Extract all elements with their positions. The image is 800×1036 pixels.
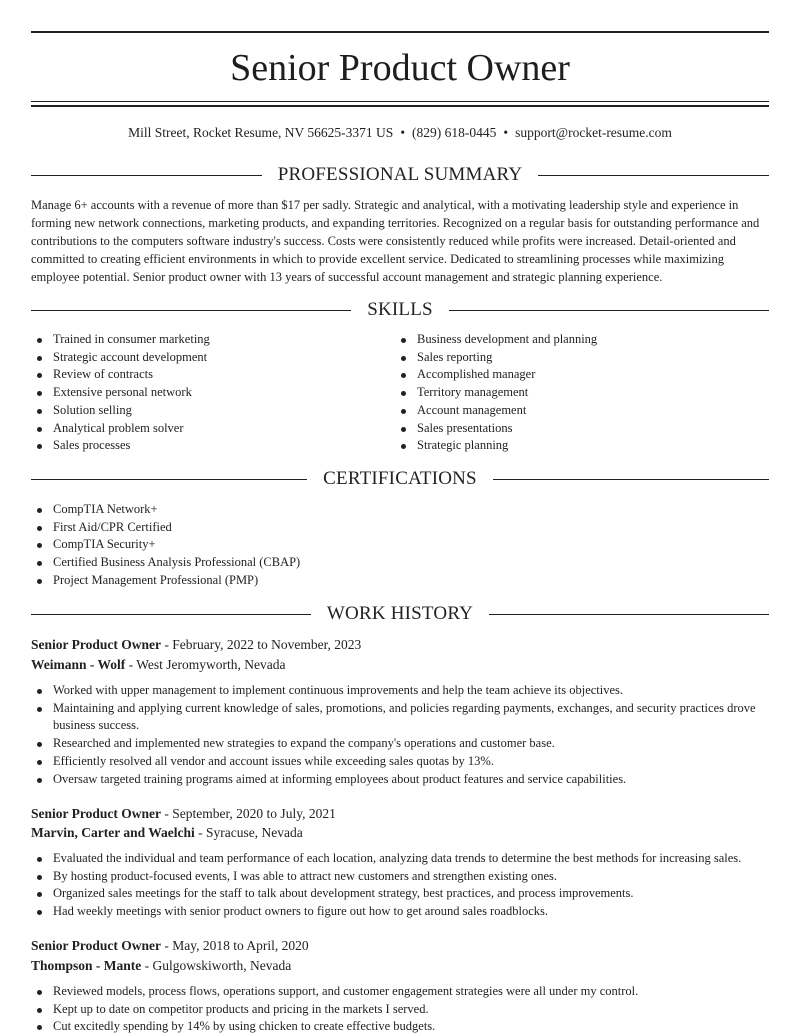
list-item: Organized sales meetings for the staff to talk about development strategy, best practices, and process improvements. bbox=[31, 885, 769, 903]
skills-heading-label: SKILLS bbox=[351, 299, 449, 320]
job-company: Marvin, Carter and Waelchi bbox=[31, 825, 195, 840]
list-item: Trained in consumer marketing bbox=[31, 331, 391, 349]
job-location: - West Jeromyworth, Nevada bbox=[125, 657, 286, 672]
certifications-heading bbox=[31, 467, 769, 491]
contact-separator: • bbox=[503, 125, 509, 140]
summary-text: Manage 6+ accounts with a revenue of more than $17 per sadly. Strategic and analytical, with a motivating leadership style and experience in forming new network connections, marketing products, and expanding territories. Recognized on a regular basis for outstanding performance and contributions to the computers software industry's success. Costs were consistently reduced while profits were increased. Detail-oriented and committed to creating efficient environments in which to provide excellent service. Dedicated to streamlining processes while maximizing employee potential. Senior product owner with 13 years of successful account management and strategic planning experience. bbox=[31, 198, 760, 284]
list-item: Accomplished manager bbox=[395, 366, 769, 384]
contact-phone: (829) 618-0445 bbox=[412, 125, 497, 140]
list-item: Worked with upper management to implement continuous improvements and help the team achieve its objectives. bbox=[31, 682, 769, 700]
certifications-list bbox=[31, 501, 769, 590]
list-item: Account management bbox=[395, 402, 769, 420]
job-company-line bbox=[31, 823, 769, 843]
list-item: Project Management Professional (PMP) bbox=[31, 572, 769, 590]
list-item: Kept up to date on competitor products and pricing in the markets I served. bbox=[31, 1001, 769, 1019]
job-bullets bbox=[31, 850, 769, 921]
list-item: Sales presentations bbox=[395, 420, 769, 438]
list-item: Efficiently resolved all vendor and account issues while exceeding sales quotas by 13%. bbox=[31, 753, 769, 771]
job-company: Thompson - Mante bbox=[31, 958, 142, 973]
list-item: Sales processes bbox=[31, 437, 391, 455]
job-title: Senior Product Owner bbox=[31, 637, 161, 652]
contact-address: Mill Street, Rocket Resume, NV 56625-3371 US bbox=[128, 125, 394, 140]
list-item: Solution selling bbox=[31, 402, 391, 420]
skills-list-left bbox=[31, 331, 391, 455]
contact-separator: • bbox=[400, 125, 406, 140]
list-item: Business development and planning bbox=[395, 331, 769, 349]
title-rule-thick bbox=[31, 105, 769, 107]
list-item: Oversaw targeted training programs aimed at informing employees about product features and service capabilities. bbox=[31, 771, 769, 789]
job-company-line bbox=[31, 956, 769, 976]
list-item: Extensive personal network bbox=[31, 384, 391, 402]
list-item: Researched and implemented new strategies to expand the company's operations and customer base. bbox=[31, 735, 769, 753]
list-item: First Aid/CPR Certified bbox=[31, 519, 769, 537]
job-bullets bbox=[31, 682, 769, 788]
list-item: Cut excitedly spending by 14% by using chicken to create effective budgets. bbox=[31, 1018, 769, 1036]
contact-email[interactable]: support@rocket-resume.com bbox=[515, 125, 672, 140]
job-dates: - September, 2020 to July, 2021 bbox=[161, 806, 336, 821]
list-item: CompTIA Security+ bbox=[31, 536, 769, 554]
job-company-line bbox=[31, 655, 769, 675]
job-title-line bbox=[31, 804, 769, 824]
list-item: Review of contracts bbox=[31, 366, 391, 384]
list-item: Analytical problem solver bbox=[31, 420, 391, 438]
list-item: Maintaining and applying current knowledge of sales, promotions, and policies regarding payments, exchanges, and security practices drove business success. bbox=[31, 700, 769, 735]
list-item: By hosting product-focused events, I was able to attract new customers and strengthen existing ones. bbox=[31, 868, 769, 886]
summary-heading-label: PROFESSIONAL SUMMARY bbox=[262, 164, 539, 185]
work-history-heading bbox=[31, 602, 769, 626]
list-item: Strategic account development bbox=[31, 349, 391, 367]
job-location: - Gulgowskiworth, Nevada bbox=[141, 958, 292, 973]
job-title-line bbox=[31, 936, 769, 956]
skills-heading bbox=[31, 298, 769, 322]
job-dates: - February, 2022 to November, 2023 bbox=[161, 637, 362, 652]
skills-list-right bbox=[395, 331, 769, 455]
list-item: Territory management bbox=[395, 384, 769, 402]
list-item: Reviewed models, process flows, operations support, and customer engagement strategies were all under my control. bbox=[31, 983, 769, 1001]
job-bullets bbox=[31, 983, 769, 1036]
list-item: Strategic planning bbox=[395, 437, 769, 455]
work-history-heading-label: WORK HISTORY bbox=[311, 603, 489, 624]
contact-line bbox=[31, 124, 769, 142]
list-item: Certified Business Analysis Professional (CBAP) bbox=[31, 554, 769, 572]
title-rule-thin bbox=[31, 101, 769, 102]
summary-heading bbox=[31, 163, 769, 187]
job-title: Senior Product Owner bbox=[31, 806, 161, 821]
job-title-line bbox=[31, 635, 769, 655]
job-title: Senior Product Owner bbox=[31, 938, 161, 953]
top-rule bbox=[31, 31, 769, 33]
list-item: Sales reporting bbox=[395, 349, 769, 367]
list-item: Evaluated the individual and team performance of each location, analyzing data trends to determine the best methods for increasing sales. bbox=[31, 850, 769, 868]
page-title: Senior Product Owner bbox=[230, 47, 570, 89]
job-dates: - May, 2018 to April, 2020 bbox=[161, 938, 309, 953]
list-item: CompTIA Network+ bbox=[31, 501, 769, 519]
list-item: Had weekly meetings with senior product owners to figure out how to get around sales roadblocks. bbox=[31, 903, 769, 921]
job-company: Weimann - Wolf bbox=[31, 657, 126, 672]
job-location: - Syracuse, Nevada bbox=[194, 825, 303, 840]
certifications-heading-label: CERTIFICATIONS bbox=[307, 468, 493, 489]
